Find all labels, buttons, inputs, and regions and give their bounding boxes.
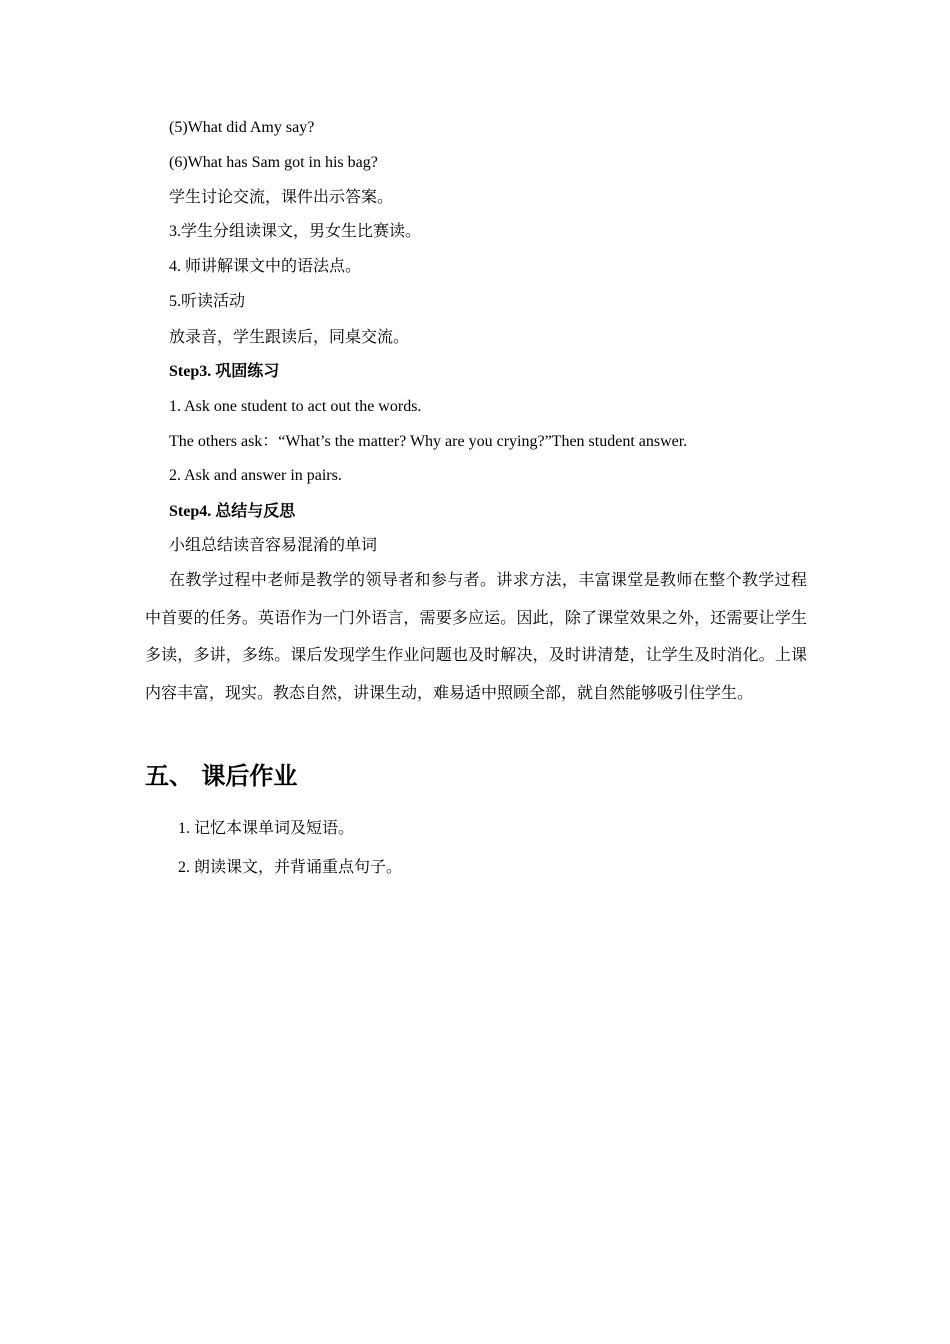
reflection-paragraph: 在教学过程中老师是教学的领导者和参与者。讲求方法，丰富课堂是教师在整个教学过程中首要的任务。英语作为一门外语言，需要多应运。因此，除了课堂效果之外，还需要让学生多读，多讲，多练。课后发现学生作业问题也及时解决，及时讲清楚，让学生及时消化。上课内容丰富，现实。教态自然，讲课生动，难易适中照顾全部，就自然能够吸引住学生。 [145,572,807,702]
listen-line: 放录音，学生跟读后，同桌交流。 [169,329,410,346]
step3-title: Step3. 巩固练习 [169,363,280,380]
homework-heading: 五、 课后作业 [145,762,298,790]
step3-item-2: 2. Ask and answer in pairs. [169,467,342,484]
question-6: (6)What has Sam got in his bag? [169,154,378,171]
item-5-line: 5.听读活动 [169,293,246,310]
step4-summary: 小组总结读音容易混淆的单词 [169,537,378,554]
homework-item-1: 1. 记忆本课单词及短语。 [178,820,355,837]
item-3-line: 3.学生分组读课文，男女生比赛读。 [169,223,422,240]
step3-others-ask: The others ask：“What’s the matter? Why are you crying?”Then student answer. [169,433,688,450]
step4-title: Step4. 总结与反思 [169,503,296,520]
step3-item-1: 1. Ask one student to act out the words. [169,398,422,415]
discuss-line: 学生讨论交流，课件出示答案。 [169,189,394,206]
question-5: (5)What did Amy say? [169,119,315,136]
homework-item-2: 2. 朗读课文，并背诵重点句子。 [178,859,403,876]
item-4-line: 4. 师讲解课文中的语法点。 [169,258,362,275]
